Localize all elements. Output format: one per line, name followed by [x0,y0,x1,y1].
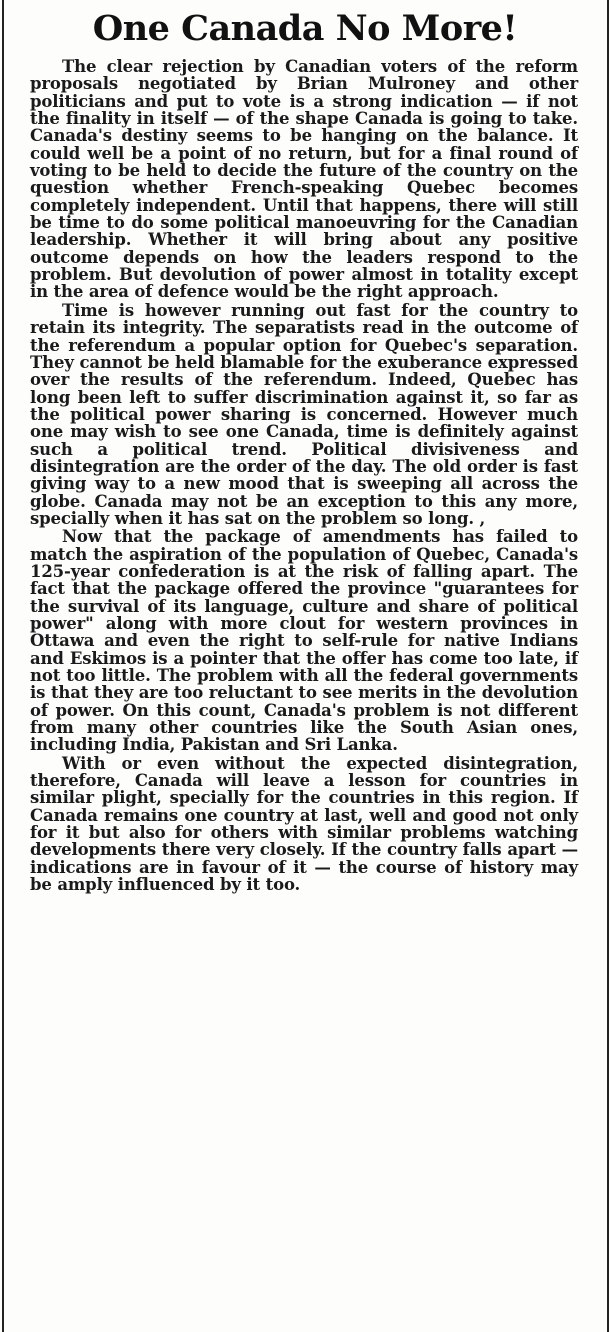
headline: One Canada No More! [92,8,518,49]
article-body [30,58,578,894]
paragraph-1: The clear rejection by Canadian voters of the reform proposals negotiated by Brian Mulroney and other politicians and put to vote is a strong indication — if not the finality in itself — of the shape Canada is going to take. Canada's destiny seems to be hanging on the balance. It could well be a point of no return, but for a final round of voting to be held to decide the future of the country on the question whether French-speaking Quebec becomes completely independent. Until that happens, there will still be time to do some political manoeuvring for the Canadian leadership. Whether it will bring about any positive outcome depends on how the leaders respond to the problem. But devolution of power almost in totality except in the area of defence would be the right approach. [30,57,578,302]
paragraph-4: With or even without the expected disintegration, therefore, Canada will leave a lesson for countries in similar plight, specially for the countries in this region. If Canada remains one country at last, well and good not only for it but also for others with similar problems watching developments there very closely. If the country falls apart — indications are in favour of it — the course of history may be amply influenced by it too. [30,753,578,895]
paragraph-3: Now that the package of amendments has failed to match the aspiration of the population of Quebec, Canada's 125-year confederation is at the risk of falling apart. The fact that the package offered the province "guarantees for the survival of its language, culture and share of political power" along with more clout for western provinces in Ottawa and even the right to self-rule for native Indians and Eskimos is a pointer that the offer has come too late, if not too little. The problem with all the federal governments is that they are too reluctant to see merits in the devolution of power. On this count, Canada's problem is not different from many other countries like the South Asian ones, including India, Pakistan and Sri Lanka. [30,527,578,755]
column-rule-right [607,0,609,1332]
column-rule-left [2,0,4,1332]
paragraph-2: Time is however running out fast for the country to retain its integrity. The separatists read in the outcome of the referendum a popular option for Quebec's separation. They cannot be held blamable for the exuberance expressed over the results of the referendum. Indeed, Quebec has long been left to suffer discrimination against it, so far as the political power sharing is concerned. However much one may wish to see one Canada, time is definitely against such a political trend. Political divisiveness and disintegration are the order of the day. The old order is fast giving way to a new mood that is sweeping all across the globe. Canada may not be an exception to this any more, specially when it has sat on the problem so long. , [30,300,578,528]
